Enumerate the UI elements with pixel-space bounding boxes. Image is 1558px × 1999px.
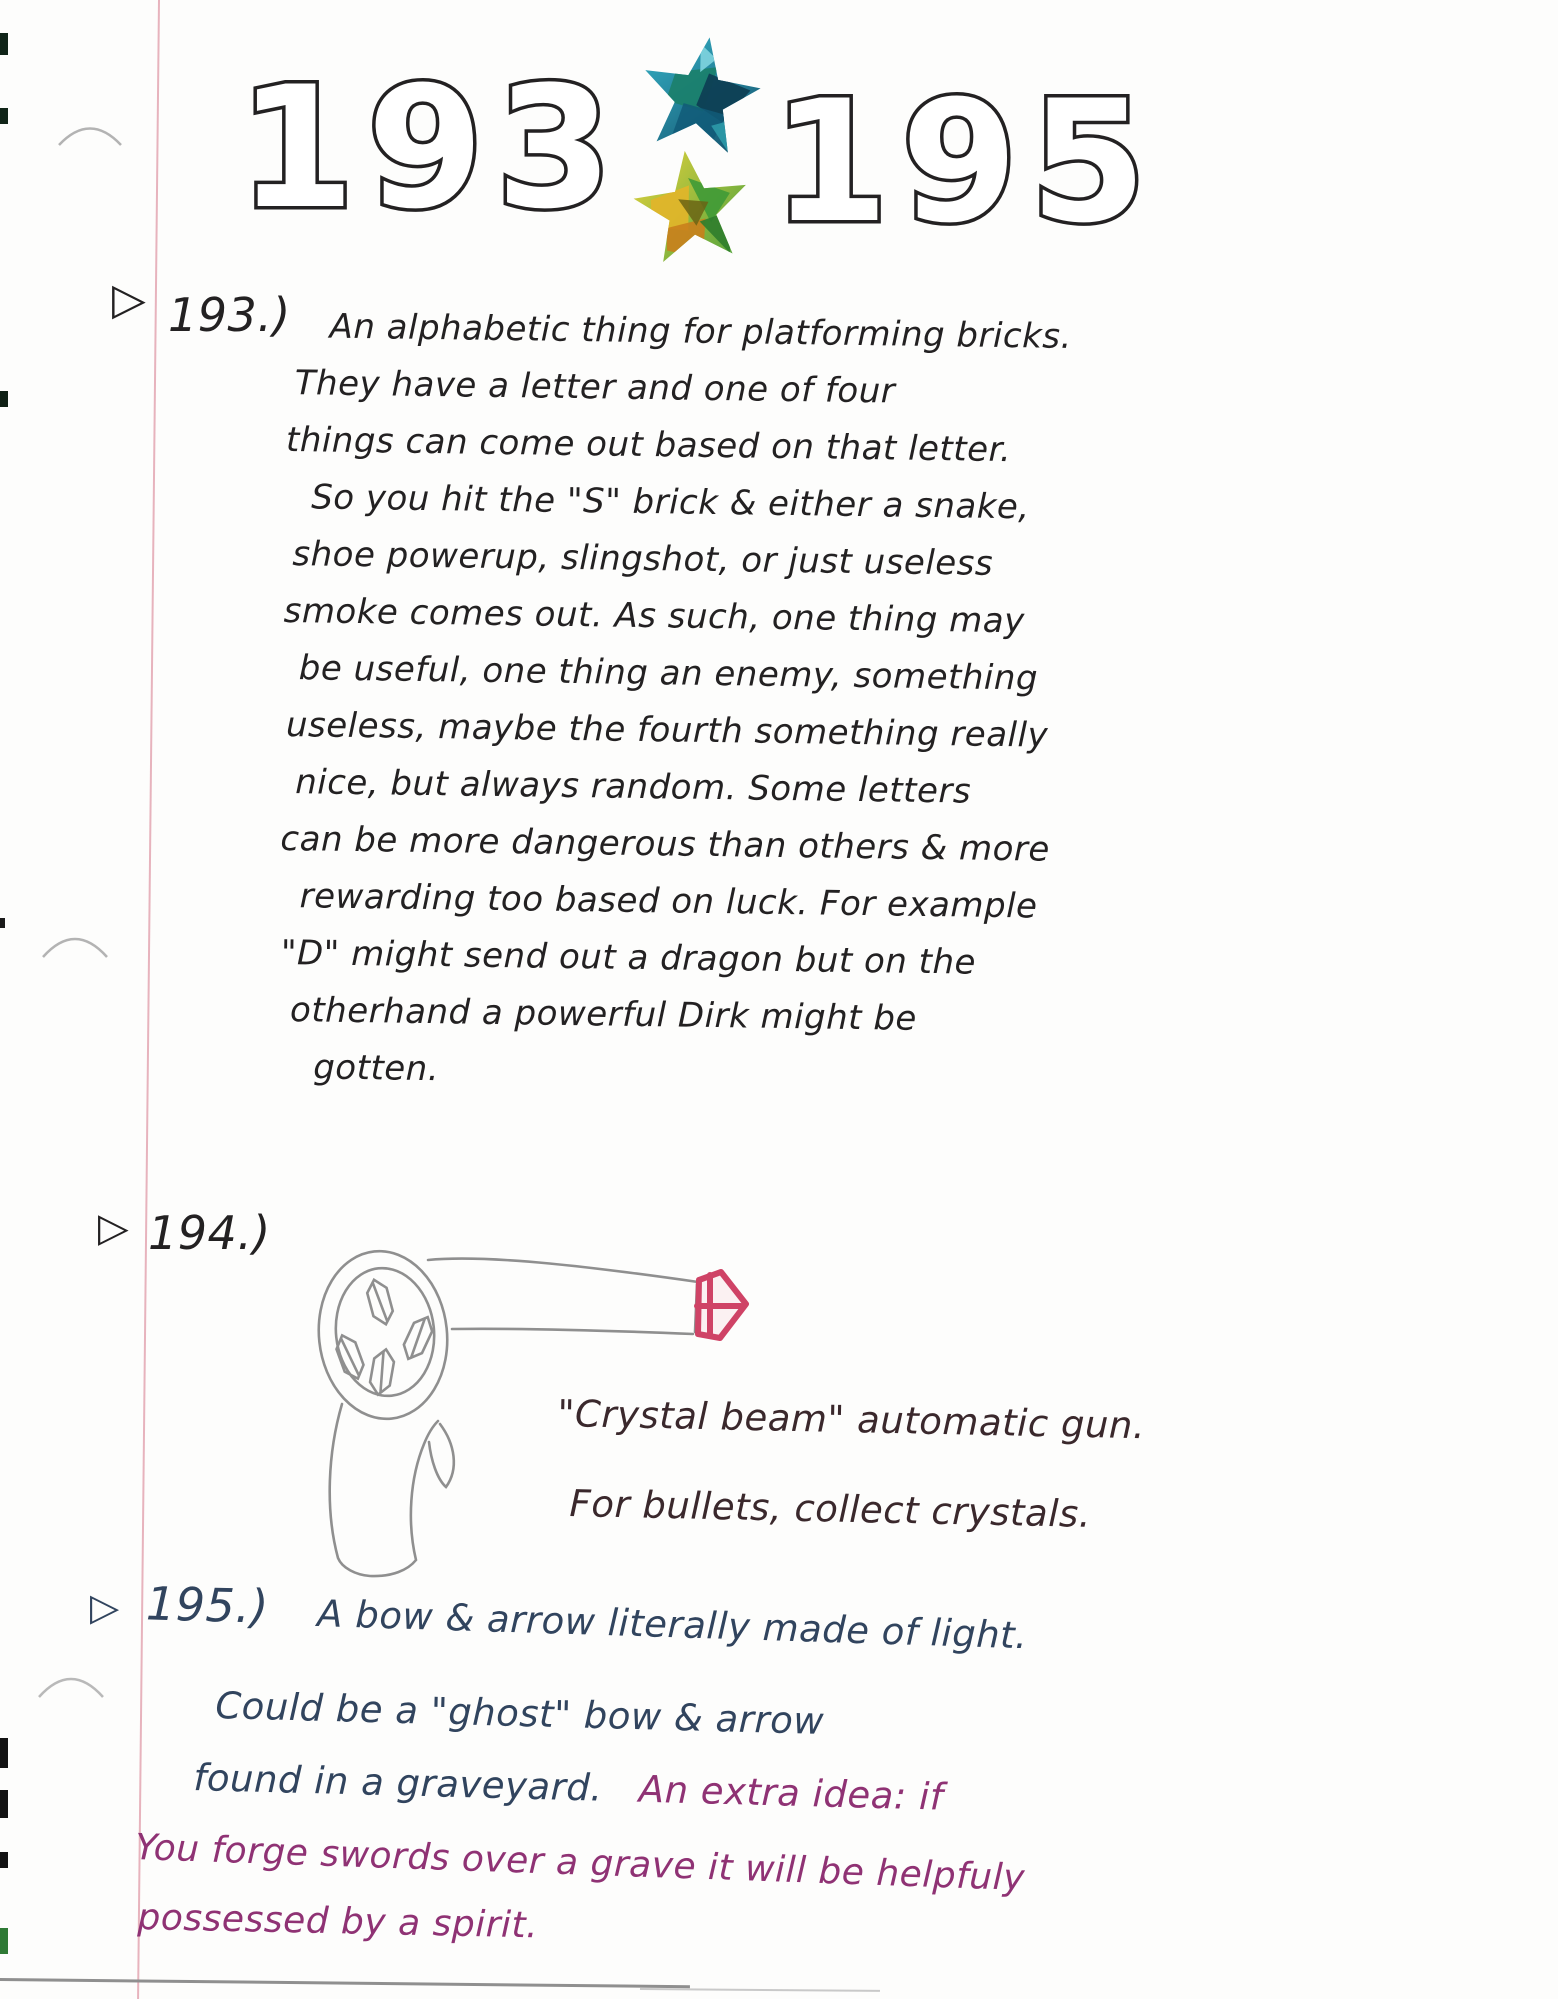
title-number-195: 195 — [772, 64, 1159, 260]
handwriting-line: Could be a "ghost" bow & arrow — [214, 1684, 825, 1743]
handwriting-line: They have a letter and one of four — [294, 363, 896, 412]
crystal-icon — [368, 1348, 396, 1397]
handwriting-line — [193, 1756, 944, 1820]
title-number-193: 193 — [238, 50, 625, 246]
crystal-icon — [333, 1332, 368, 1382]
page-bottom-edge — [0, 1978, 690, 1988]
page-bottom-edge — [640, 1988, 880, 1992]
gun-grip — [330, 1404, 438, 1576]
hole-punch-arc — [38, 1668, 104, 1700]
edge-mark — [0, 33, 8, 55]
handwriting-line: possessed by a spirit. — [137, 1896, 539, 1947]
handwriting-line: otherhand a powerful Dirk might be — [289, 990, 918, 1039]
gun-caption-line: "Crystal beam" automatic gun. — [557, 1392, 1146, 1448]
triangle-bullet-icon: ▷ — [112, 274, 146, 325]
handwriting-line: "D" might send out a dragon but on the — [280, 932, 977, 983]
entry-193-text — [277, 298, 1228, 1109]
gold-green-star-sticker-icon — [623, 141, 761, 279]
handwriting-line: smoke comes out. As such, one thing may — [283, 590, 1026, 642]
handwriting-line: nice, but always random. Some letters — [294, 762, 972, 812]
handwriting-segment-blue: found in a graveyard. — [192, 1756, 604, 1810]
handwriting-line: useless, maybe the fourth something really — [285, 705, 1049, 756]
handwriting-segment-purple: An extra idea: if — [638, 1767, 944, 1819]
handwriting-line: A bow & arrow literally made of light. — [316, 1592, 1029, 1658]
edge-mark — [0, 918, 5, 928]
edge-mark — [0, 1852, 8, 1868]
handwriting-line: be useful, one thing an enemy, something — [298, 648, 1039, 699]
handwriting-line: So you hit the "S" brick & either a snake, — [310, 477, 1030, 528]
crystal-icon — [364, 1277, 395, 1327]
gun-barrel-bottom — [452, 1329, 693, 1334]
edge-mark-green — [0, 1928, 8, 1954]
gun-trigger — [429, 1424, 454, 1487]
handwriting-line: An alphabetic thing for platforming bricks. — [329, 306, 1073, 357]
hole-punch-arc — [58, 118, 122, 148]
entry-195-label: 195.) — [145, 1576, 270, 1634]
triangle-bullet-icon: ▷ — [98, 1205, 129, 1251]
hole-punch-arc — [42, 928, 108, 960]
entry-194-label: 194.) — [148, 1206, 271, 1260]
muzzle-crystal-icon — [697, 1272, 746, 1338]
handwriting-line: shoe powerup, slingshot, or just useless — [292, 534, 994, 584]
gun-caption-line: For bullets, collect crystals. — [569, 1482, 1092, 1536]
handwriting-line: You forge swords over a grave it will be helpfuly — [134, 1826, 1026, 1900]
edge-mark — [0, 391, 8, 407]
gun-chamber-inner — [330, 1263, 441, 1401]
triangle-bullet-icon: ▷ — [90, 1585, 120, 1629]
edge-mark — [0, 1790, 8, 1818]
handwriting-line: can be more dangerous than others & more — [280, 818, 1051, 870]
handwriting-line: rewarding too based on luck. For example — [299, 876, 1038, 927]
handwriting-line: gotten. — [312, 1047, 440, 1090]
edge-mark — [0, 1738, 8, 1768]
handwriting-line: things can come out based on that letter. — [285, 419, 1012, 471]
edge-mark — [0, 108, 8, 124]
gun-barrel-top — [428, 1259, 698, 1282]
entry-193-label: 193.) — [168, 288, 291, 342]
